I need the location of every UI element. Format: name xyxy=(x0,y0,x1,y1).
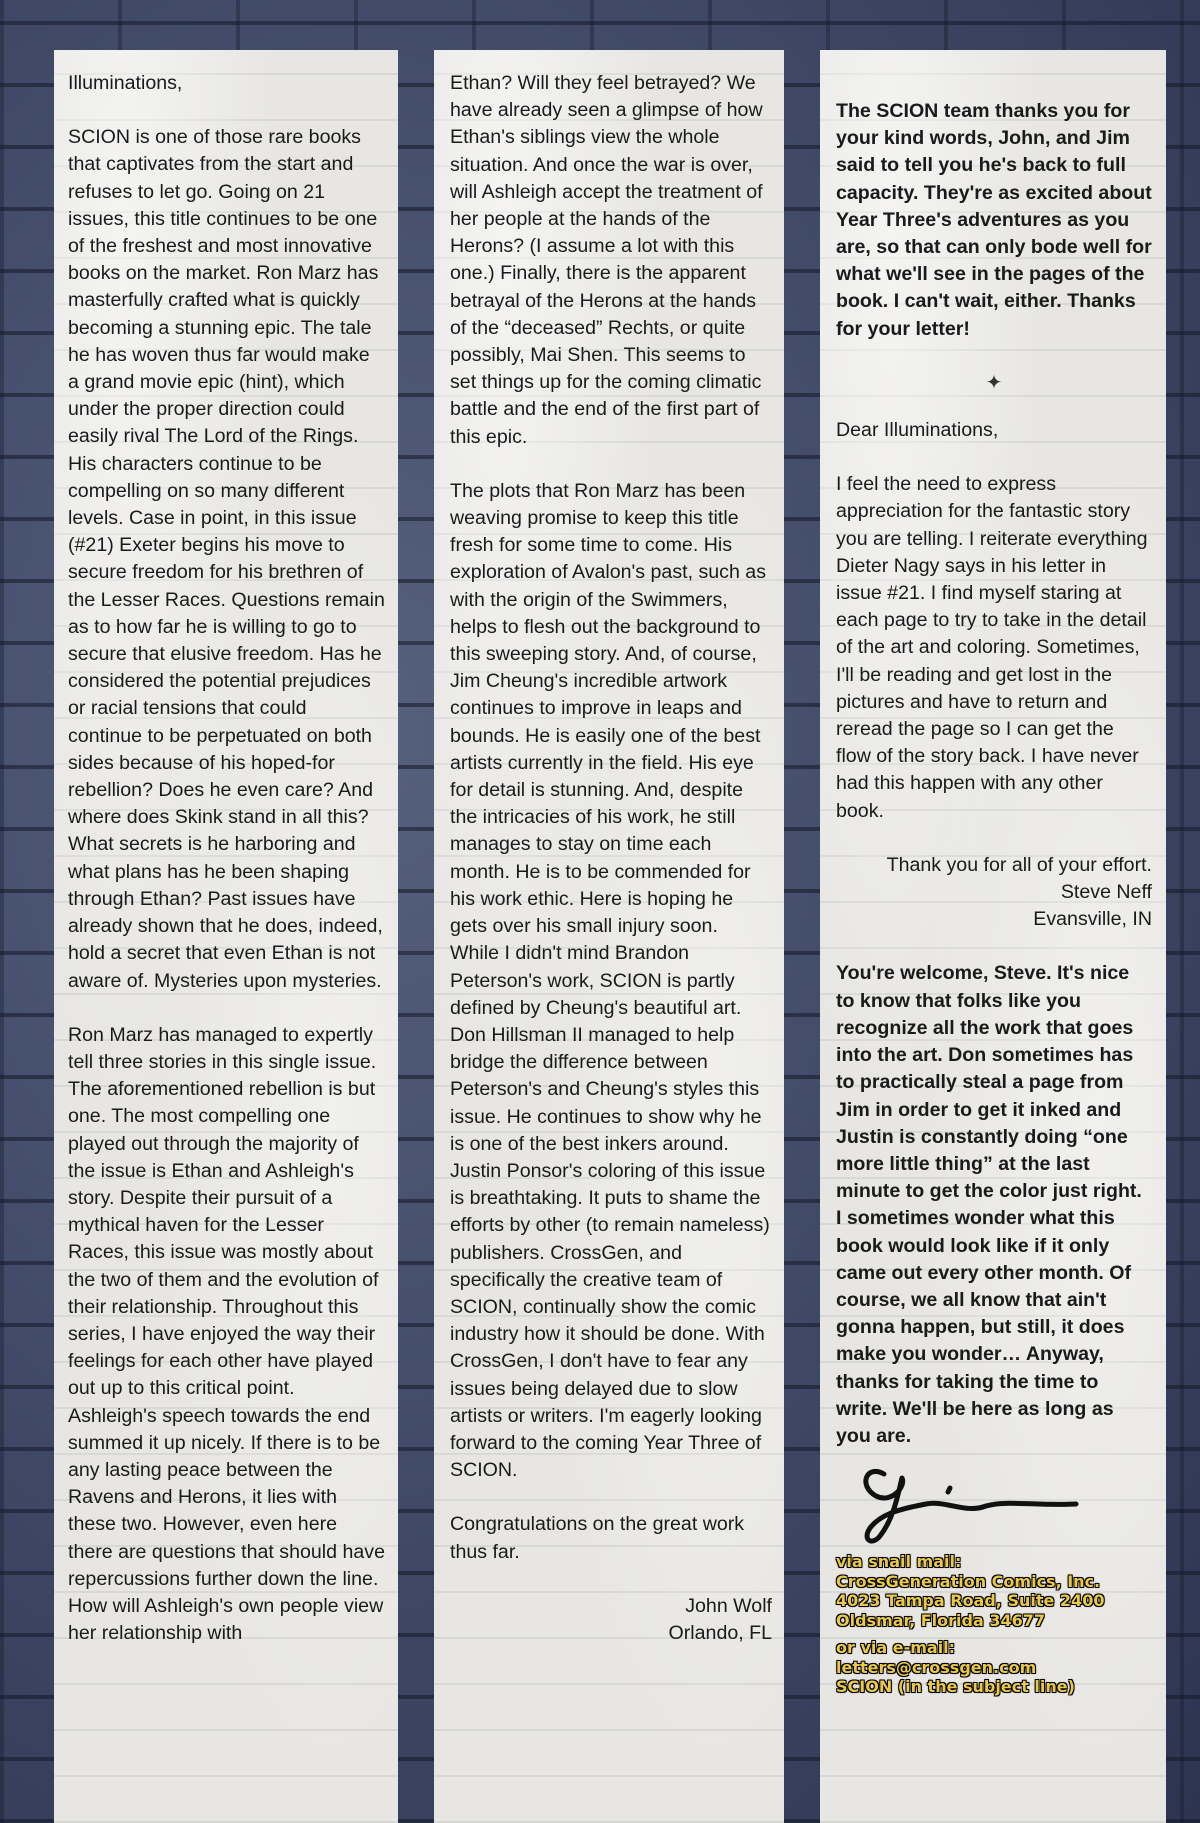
letter1-salutation: Illuminations, xyxy=(68,72,183,94)
letter2-salutation: Dear Illuminations, xyxy=(836,419,999,442)
city-address: Oldsmar, Florida 34677 xyxy=(836,1610,1045,1630)
letter2-author-place: Evansville, IN xyxy=(1033,908,1152,931)
email-address: letters@crossgen.com xyxy=(836,1657,1037,1677)
editor-reply-1: The SCION team thanks you for your kind words, John, and Jim said to tell you he's back to full capacity. They're as excited about Year Three's adventures as you are, so that can only bode well for what we'll see in the pages of the book. I can't wait, either. Thanks for your letter! xyxy=(836,100,1152,340)
letter1-paragraph-2: Ron Marz has managed to expertly tell three stories in this single issue. The aforementioned rebellion is but one. The most compelling one played out through the majority of the issue is Ethan and Ashleigh's story. Despite their pursuit of a mythical haven for the Lesser Races, this issue was mostly about the two of them and the evolution of their relationship. Throughout this series, I have enjoyed the way their feelings for each other have played out up to this critical point. Ashleigh's speech towards the end summed it up nicely. If there is to be any lasting peace between the Ravens and Herons, it lies with these two. However, even here there are questions that should have repercussions further down the line. How will Ashleigh's own people view her relationship with xyxy=(68,1023,385,1645)
contact-info xyxy=(836,1552,1152,1697)
letter-column-2 xyxy=(434,50,784,1823)
letter1-author-place: Orlando, FL xyxy=(668,1621,772,1644)
editor-reply-2: You're welcome, Steve. It's nice to know that folks like you recognize all the work that goes into the art. Don sometimes has to practically steal a page from Jim in order to get it inked and Justin is constantly doing “one more little thing” at the last minute to get the color just right. I sometimes wonder what this book would look like if it only came out every other month. Of course, we all know that ain't gonna happen, but still, it does make you wonder… Anyway, thanks for taking the time to write. We'll be here as long as you are. xyxy=(836,962,1142,1447)
letter1-paragraph-4: The plots that Ron Marz has been weaving promise to keep this title fresh for some time to come. His exploration of Avalon's past, such as with the origin of the Swimmers, helps to flesh out the background to this sweeping story. And, of course, Jim Cheung's incredible artwork continues to improve in leaps and bounds. He is easily one of the best artists currently in the field. His eye for detail is stunning. And, despite the intricacies of his work, he still manages to stay on time each month. He is to be commended for his work ethic. Here is hoping he gets over his small injury soon. While I didn't mind Brandon Peterson's work, SCION is partly defined by Cheung's beautiful art. Don Hillsman II managed to help bridge the difference between Peterson's and Cheung's styles this issue. He continues to show why he is one of the best inkers around. Justin Ponsor's coloring of this issue is breathtaking. It puts to shame the efforts by other (to remain nameless) publishers. CrossGen, and specifically the creative team of SCION, continually show the comic industry how it should be done. With CrossGen, I don't have to fear any issues being delayed due to slow artists or writers. I'm eagerly looking forward to the coming Year Three of SCION. xyxy=(450,479,770,1482)
letter1-paragraph-5: Congratulations on the great work thus far. xyxy=(450,1513,745,1563)
letter1-paragraph-1: SCION is one of those rare books that captivates from the start and refuses to let go. Going on 21 issues, this title continues to be one of the freshest and most innovative books on the market. Ron Marz has masterfully crafted what is quickly becoming a stunning epic. The tale he has woven thus far would make a grand movie epic (hint), which under the proper direction could easily rival The Lord of the Rings. His characters continue to be compelling on so many different levels. Case in point, in this issue (#21) Exeter begins his move to secure freedom for his brethren of the Lesser Races. Questions remain as to how far he is willing to go to secure that elusive freedom. Has he considered the potential prejudices or racial tensions that could continue to be perpetuated on both sides because of his hoped-for rebellion? Does he even care? And where does Skink stand in all this? What secrets is he harboring and what plans has he been shaping through Ethan? Past issues have already shown that he does, indeed, hold a secret that even Ethan is not aware of. Mysteries upon mysteries. xyxy=(68,126,385,992)
company-name: CrossGeneration Comics, Inc. xyxy=(836,1571,1101,1591)
letter2-paragraph-1: I feel the need to express appreciation for the fantastic story you are telling. I reiterate everything Dieter Nagy says in his letter in issue #21. I find myself staring at each page to try to take in the detail of the art and coloring. Sometimes, I'll be reading and get lost in the pictures and have to return and reread the page so I can get the flow of the story back. I have never had this happen with any other book. xyxy=(836,473,1148,822)
street-address: 4023 Tampa Road, Suite 2400 xyxy=(836,1591,1105,1611)
letter1-paragraph-3: Ethan? Will they feel betrayed? We have already seen a glimpse of how Ethan's siblings view the whole situation. And once the war is over, will Ashleigh accept the treatment of her people at the hands of the Herons? (I assume a lot with this one.) Finally, there is the apparent betrayal of the Herons at the hands of the “deceased” Rechts, or quite possibly, Mai Shen. This seems to set things up for the coming climatic battle and the end of the first part of this epic. xyxy=(450,72,763,448)
letter1-author-name: John Wolf xyxy=(685,1594,772,1617)
editor-signature xyxy=(836,1456,1152,1548)
reply-column xyxy=(820,50,1166,1823)
signature-icon xyxy=(836,1456,1156,1548)
email-label: or via e-mail: xyxy=(836,1638,956,1658)
email-subject-note: SCION (in the subject line) xyxy=(836,1677,1075,1697)
snail-mail-label: via snail mail: xyxy=(836,1552,962,1572)
letter-column-1 xyxy=(54,50,398,1823)
letter2-closing: Thank you for all of your effort. xyxy=(886,853,1152,876)
letter2-author-name: Steve Neff xyxy=(1060,881,1152,904)
section-divider-icon: ✦ xyxy=(985,371,1003,394)
